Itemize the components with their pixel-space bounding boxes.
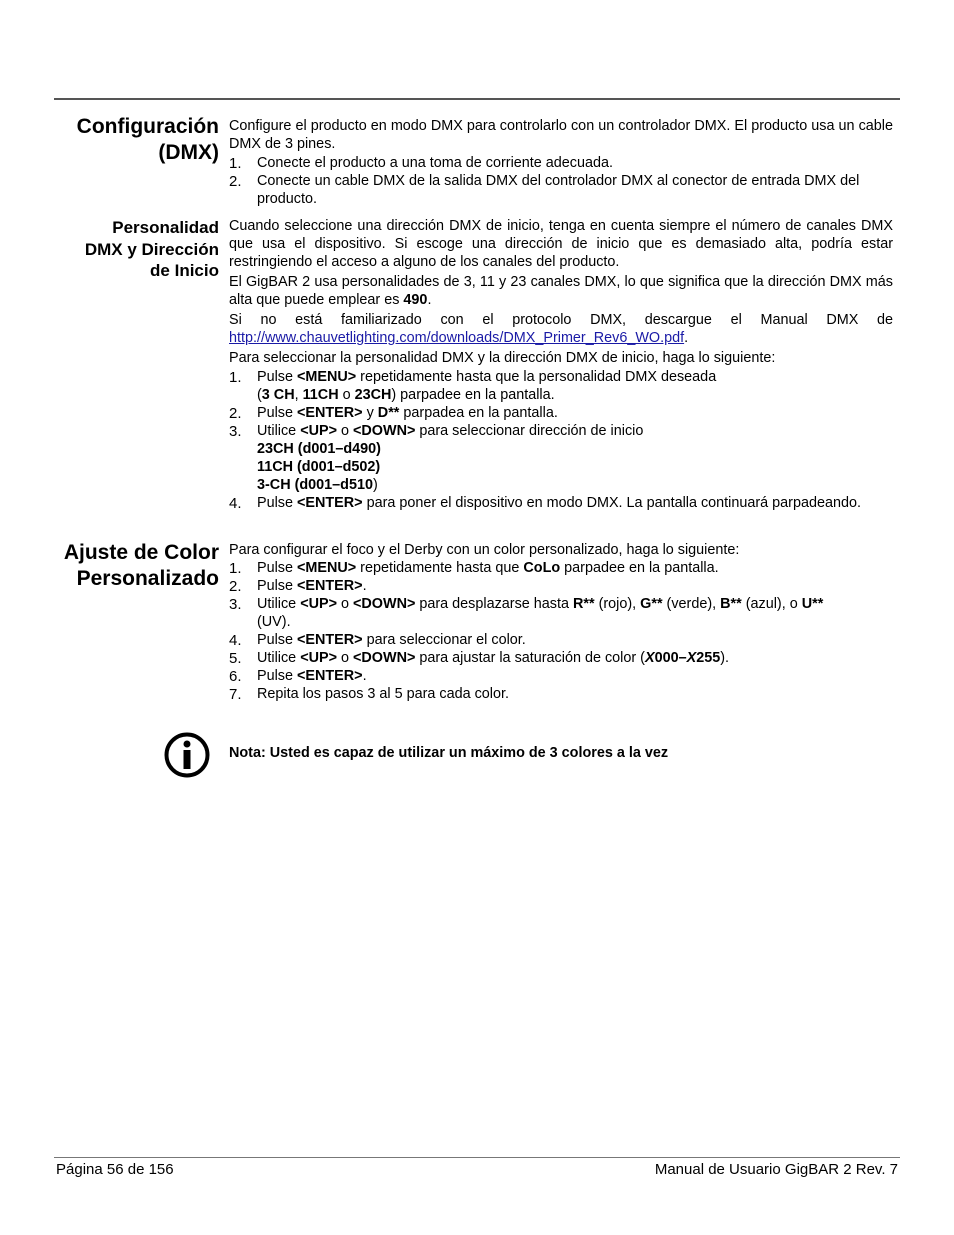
step-text [257,368,893,386]
step-number: 3. [229,423,242,440]
value: X [644,650,655,666]
heading-line: (DMX) [158,141,219,164]
value: CoLo [523,560,561,576]
text: para seleccionar el color. [362,632,526,648]
step-text [257,422,893,440]
text: parpadee en la pantalla. [560,560,719,576]
text: (azul), o [741,596,802,612]
step-number: 2. [229,578,242,595]
text: o [337,650,353,666]
heading-line: Personalizado [76,567,219,590]
address-range-line [257,476,893,494]
header-rule [54,98,900,100]
text: Pulse [257,632,297,648]
text: El GigBAR 2 usa personalidades de 3, 11 y 23 canales DMX, lo que significa que la dirección DMX más alta que puede emplear es [229,274,893,308]
step-number: 2. [229,405,242,422]
text: o [338,387,355,403]
text: Pulse [257,668,297,684]
text: para ajustar la saturación de color ( [415,650,645,666]
paragraph [229,311,893,347]
text: parpadea en la pantalla. [399,405,558,421]
value: 3 CH [261,387,295,403]
heading-line: Configuración [76,115,219,138]
text: para desplazarse hasta [415,596,573,612]
text: , [294,387,303,403]
key: <UP> [300,650,337,666]
step-text: (UV). [257,614,291,630]
address-range: 11CH (d001–d502) [257,459,381,475]
footer-rule [54,1157,900,1158]
step-list [229,368,893,512]
value: G** [640,596,663,612]
step-number: 5. [229,650,242,667]
step-number: 6. [229,668,242,685]
value: R** [572,596,595,612]
step-list [229,154,893,208]
key: <ENTER> [297,668,363,684]
text: ( [257,387,262,403]
step-number: 1. [229,560,242,577]
key: <ENTER> [297,495,363,511]
heading-line: Personalidad [112,218,219,237]
text: Utilice [257,596,301,612]
address-range: 23CH (d001–d490) [257,441,381,457]
text: (rojo), [594,596,641,612]
list-item [229,368,893,404]
text: Pulse [257,369,297,385]
text: o [337,423,353,439]
text: ) [372,477,378,493]
heading-line: Ajuste de Color [63,541,219,564]
list-item [229,631,893,649]
step-text: Repita los pasos 3 al 5 para cada color. [257,686,509,702]
step-number: 1. [229,369,242,386]
key: <DOWN> [353,650,416,666]
text: . [684,330,689,346]
text: y [362,405,378,421]
list-item [229,154,893,172]
info-icon [163,731,211,779]
list-item [229,172,893,208]
value: D** [377,405,400,421]
text: . [362,668,367,684]
text: . [427,292,432,308]
value: 23CH [354,387,392,403]
text: ). [720,650,729,666]
text: repetidamente hasta que la personalidad DMX deseada [356,369,717,385]
list-item [229,685,893,703]
text: para seleccionar dirección de inicio [415,423,644,439]
key: <DOWN> [353,423,416,439]
heading-line: DMX y Dirección [84,239,219,259]
text: o [337,596,353,612]
step-text: Conecte un cable DMX de la salida DMX del controlador DMX al conector de entrada DMX del producto. [257,173,860,207]
step-number: 7. [229,686,242,703]
key: <UP> [300,423,337,439]
value: 255 [696,650,721,666]
section-heading-personality [40,217,219,282]
list-item [229,595,893,631]
text: Pulse [257,405,297,421]
paragraph: Para seleccionar la personalidad DMX y la dirección DMX de inicio, haga lo siguiente: [229,350,776,366]
paragraph: Para configurar el foco y el Derby con un color personalizado, haga lo siguiente: [229,542,740,558]
value: 11CH [302,387,339,403]
paragraph [229,273,893,309]
step-number: 3. [229,596,242,613]
text: . [362,578,367,594]
step-number: 4. [229,495,242,512]
key: <ENTER> [297,578,363,594]
step-number: 4. [229,632,242,649]
text: Pulse [257,560,297,576]
section-heading-color [40,540,219,592]
step-text: Conecte el producto a una toma de corriente adecuada. [257,155,614,171]
text: Utilice [257,423,301,439]
note-text: Nota: Usted es capaz de utilizar un máximo de 3 colores a la vez [229,745,669,761]
value: B** [720,596,742,612]
dmx-primer-link[interactable]: http://www.chauvetlighting.com/downloads/DMX_Primer_Rev6_WO.pdf [229,330,685,346]
section-body-personality [229,217,893,512]
key: <MENU> [297,369,357,385]
page-number: Página 56 de 156 [56,1161,174,1178]
value: U** [801,596,824,612]
text: para poner el dispositivo en modo DMX. La pantalla continuará parpadeando. [362,495,861,511]
max-address: 490 [403,292,428,308]
key: <ENTER> [297,405,363,421]
text: Si no está familiarizado con el protocolo DMX, descargue el Manual DMX de [229,312,893,328]
list-item [229,649,893,667]
key: <UP> [300,596,337,612]
text: ) parpadee en la pantalla. [391,387,555,403]
list-item [229,559,893,577]
step-list [229,559,893,703]
text: Utilice [257,650,301,666]
list-item [229,404,893,422]
step-text [257,595,893,613]
address-range: 3-CH (d001–d510 [257,477,373,493]
value: 000– [654,650,687,666]
paragraph: Cuando seleccione una dirección DMX de inicio, tenga en cuenta siempre el número de canales DMX que usa el dispositivo. Si escoge una dirección de inicio que es demasiado alta, podría estar restringiendo el acceso a alguno de los canales del producto. [229,218,893,270]
section-heading-config [40,114,219,166]
manual-title: Manual de Usuario GigBAR 2 Rev. 7 [654,1161,898,1178]
text: (verde), [662,596,721,612]
step-text [257,386,893,404]
list-item [229,577,893,595]
text: Pulse [257,495,297,511]
step-number: 2. [229,173,242,190]
key: <ENTER> [297,632,363,648]
key: <DOWN> [353,596,416,612]
step-number: 1. [229,155,242,172]
section-body-config [229,117,893,208]
text: repetidamente hasta que [356,560,524,576]
key: <MENU> [297,560,357,576]
paragraph: Configure el producto en modo DMX para controlarlo con un controlador DMX. El producto usa un cable DMX de 3 pines. [229,118,893,152]
section-body-color [229,541,893,703]
list-item [229,667,893,685]
list-item [229,422,893,494]
list-item [229,494,893,512]
heading-line: de Inicio [150,261,219,280]
text: Pulse [257,578,297,594]
value: X [686,650,697,666]
